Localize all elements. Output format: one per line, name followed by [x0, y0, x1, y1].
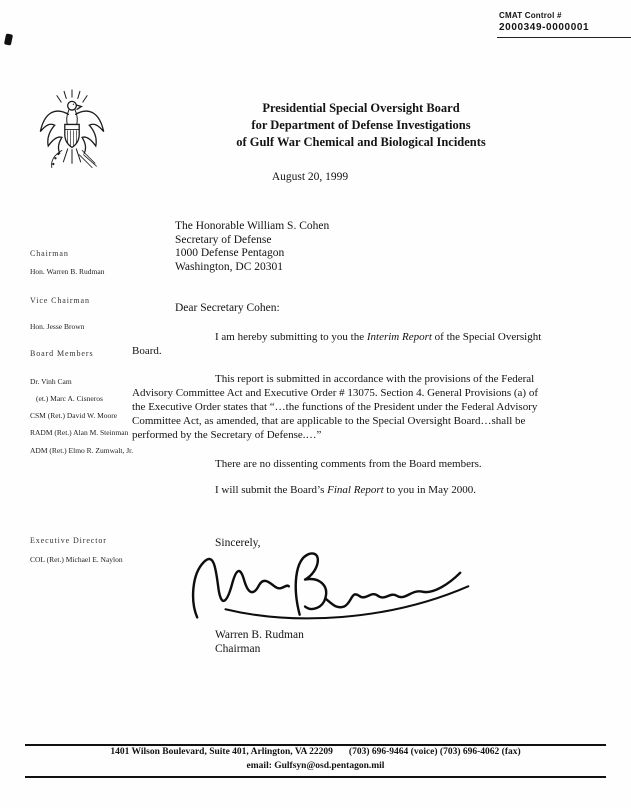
footer-phone-numbers: (703) 696-9464 (voice) (703) 696-4062 (fax)	[348, 747, 521, 757]
closing: Sincerely,	[215, 537, 261, 549]
sidebar-chairman-label: Chairman	[30, 249, 69, 258]
cmat-underline	[497, 37, 631, 38]
letterhead-title	[206, 100, 516, 151]
recipient-line: Washington, DC 20301	[175, 260, 284, 273]
footer-address-line	[0, 747, 631, 757]
paragraph-1	[132, 330, 547, 358]
signature-block	[215, 628, 304, 656]
salutation: Dear Secretary Cohen:	[175, 302, 280, 314]
signature-handwriting	[185, 540, 475, 638]
sidebar-member: RADM (Ret.) Alan M. Steinman	[30, 428, 129, 437]
sidebar-exec-director-label: Executive Director	[30, 536, 107, 545]
signer-name: Warren B. Rudman	[215, 629, 304, 641]
paragraph-4-italic: Final Report	[327, 484, 384, 496]
scan-artifact	[4, 33, 13, 45]
letter-date: August 20, 1999	[271, 171, 349, 183]
sidebar-vice-chairman-label: Vice Chairman	[30, 296, 90, 305]
cmat-control-number: 2000349-0000001	[499, 22, 590, 33]
paragraph-2: This report is submitted in accordance with the provisions of the Federal Advisory Committee Act and Executive Order # 13075. Section 4. General Provisions (a) of the Executive Order states that “…the functions of the President under the Federal Advisory Committee Act, as amended, that are applicable to the Special Oversight Board…shall be performed by the Secretary of Defense.…”	[132, 373, 538, 441]
sidebar-exec-director-name: COL (Ret.) Michael E. Naylon	[30, 555, 123, 564]
paragraph-4	[132, 483, 547, 497]
footer-email-line: email: Gulfsyn@osd.pentagon.mil	[246, 761, 385, 771]
recipient-address	[175, 220, 329, 274]
recipient-line: Secretary of Defense	[175, 233, 272, 246]
letterhead-line3: of Gulf War Chemical and Biological Incidents	[236, 135, 486, 149]
recipient-line: The Honorable William S. Cohen	[175, 220, 330, 232]
signer-title: Chairman	[215, 643, 261, 655]
paragraph-1-pre: I am hereby submitting to you the	[215, 331, 367, 343]
sidebar-member: ADM (Ret.) Elmo R. Zumwalt, Jr.	[30, 446, 134, 455]
eagle-seal-icon	[36, 86, 108, 178]
paragraph-1-italic: Interim Report	[366, 331, 432, 343]
footer-street-address: 1401 Wilson Boulevard, Suite 401, Arlington, VA 22209	[110, 747, 333, 757]
sidebar-chairman-name: Hon. Warren B. Rudman	[30, 267, 105, 276]
letterhead-line2: for Department of Defense Investigations	[251, 118, 471, 132]
paragraph-4-pre: I will submit the Board’s	[215, 484, 328, 496]
paragraph-3: There are no dissenting comments from the Board members.	[215, 458, 482, 470]
sidebar-vice-chairman-name: Hon. Jesse Brown	[30, 322, 85, 331]
footer-rule-bottom	[25, 776, 606, 778]
sidebar-member: CSM (Ret.) David W. Moore	[30, 411, 118, 420]
cmat-control-label: CMAT Control #	[499, 11, 562, 20]
paragraph-1-post: of the Special Oversight Board.	[132, 331, 542, 357]
sidebar-member: (et.) Marc A. Cisneros	[36, 394, 103, 403]
letterhead-line1: Presidential Special Oversight Board	[262, 101, 460, 115]
sidebar-member: Dr. Vinh Cam	[30, 377, 72, 386]
footer-rule-top	[25, 744, 606, 746]
paragraph-4-post: to you in May 2000.	[383, 484, 476, 496]
recipient-line: 1000 Defense Pentagon	[175, 247, 285, 259]
sidebar-board-members-label: Board Members	[30, 349, 94, 358]
